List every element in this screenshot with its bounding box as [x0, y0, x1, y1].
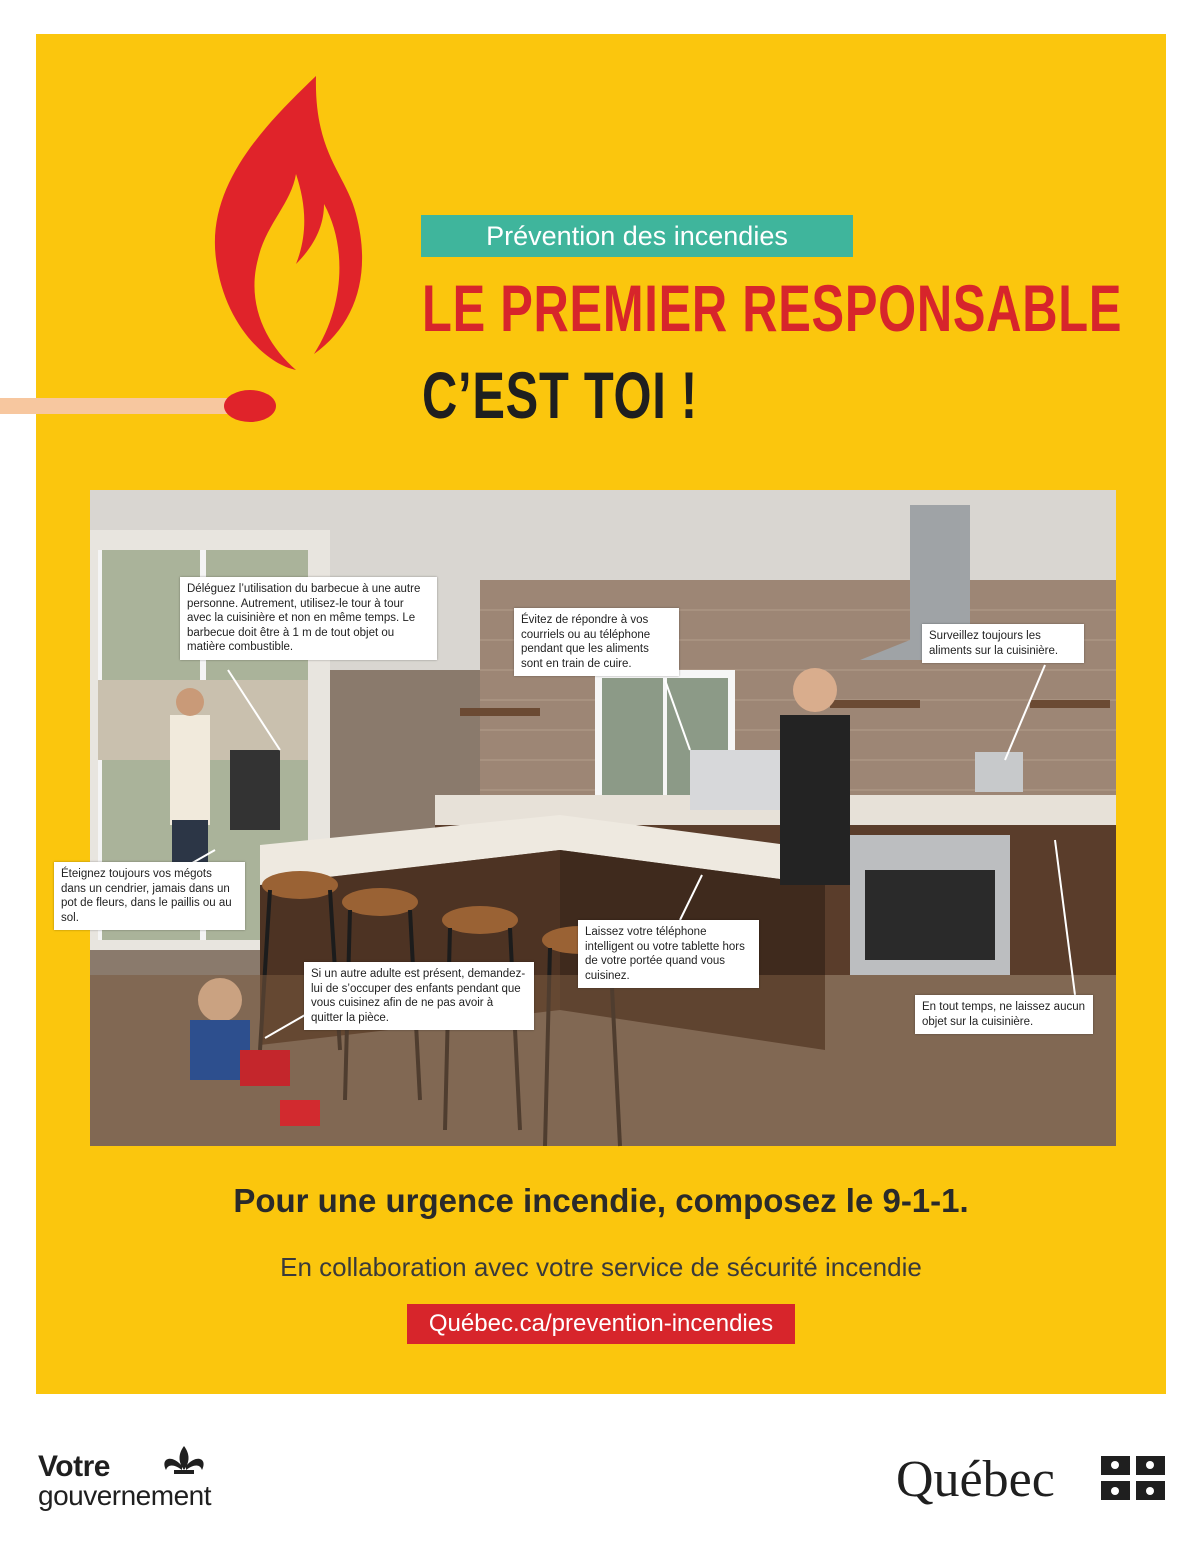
- website-link[interactable]: Québec.ca/prevention-incendies: [407, 1304, 795, 1344]
- votre-gouvernement-logo: [38, 1450, 278, 1520]
- callout-no-objects: En tout temps, ne laissez aucun objet sur la cuisinière.: [915, 995, 1093, 1034]
- quebec-logo: [896, 1450, 1168, 1512]
- kitchen-photo: [61, 490, 1116, 1146]
- callout-watch-stove: Surveillez toujours les aliments sur la cuisinière.: [922, 624, 1084, 663]
- headline-line-2: C’EST TOI !: [422, 358, 698, 432]
- quebec-flag-icon: [1101, 1456, 1165, 1500]
- headline-line-1: LE PREMIER RESPONSABLE: [422, 271, 1123, 345]
- flame-icon: [196, 74, 366, 384]
- collaboration-text: En collaboration avec votre service de sécurité incendie: [280, 1252, 922, 1282]
- emergency-message: Pour une urgence incendie, composez le 9-1-1.: [233, 1182, 969, 1219]
- quebec-wordmark: Québec: [896, 1451, 1055, 1508]
- callout-cigarettes: Éteignez toujours vos mégots dans un cendrier, jamais dans un pot de fleurs, dans le paillis ou au sol.: [54, 862, 245, 930]
- callout-tablet: Laissez votre téléphone intelligent ou votre tablette hors de votre portée quand vous cuisinez.: [578, 920, 759, 988]
- logo-left-line-2: gouvernement: [38, 1480, 212, 1511]
- match-icon: [0, 389, 300, 423]
- poster: [36, 34, 1166, 1394]
- logo-left-line-1: Votre: [38, 1450, 110, 1483]
- callout-barbecue: Déléguez l’utilisation du barbecue à une autre personne. Autrement, utilisez-le tour à tour avec la cuisinière et non en même temps. Le barbecue doit être à 1 m de tout objet ou matière combustible.: [180, 577, 437, 660]
- fleur-de-lys-icon: [158, 1444, 210, 1478]
- category-tag: Prévention des incendies: [421, 215, 853, 257]
- callout-children: Si un autre adulte est présent, demandez-lui de s’occuper des enfants pendant que vous cuisinez afin de ne pas avoir à quitter la pièce.: [304, 962, 534, 1030]
- callout-phone-cooking: Évitez de répondre à vos courriels ou au téléphone pendant que les aliments sont en train de cuire.: [514, 608, 679, 676]
